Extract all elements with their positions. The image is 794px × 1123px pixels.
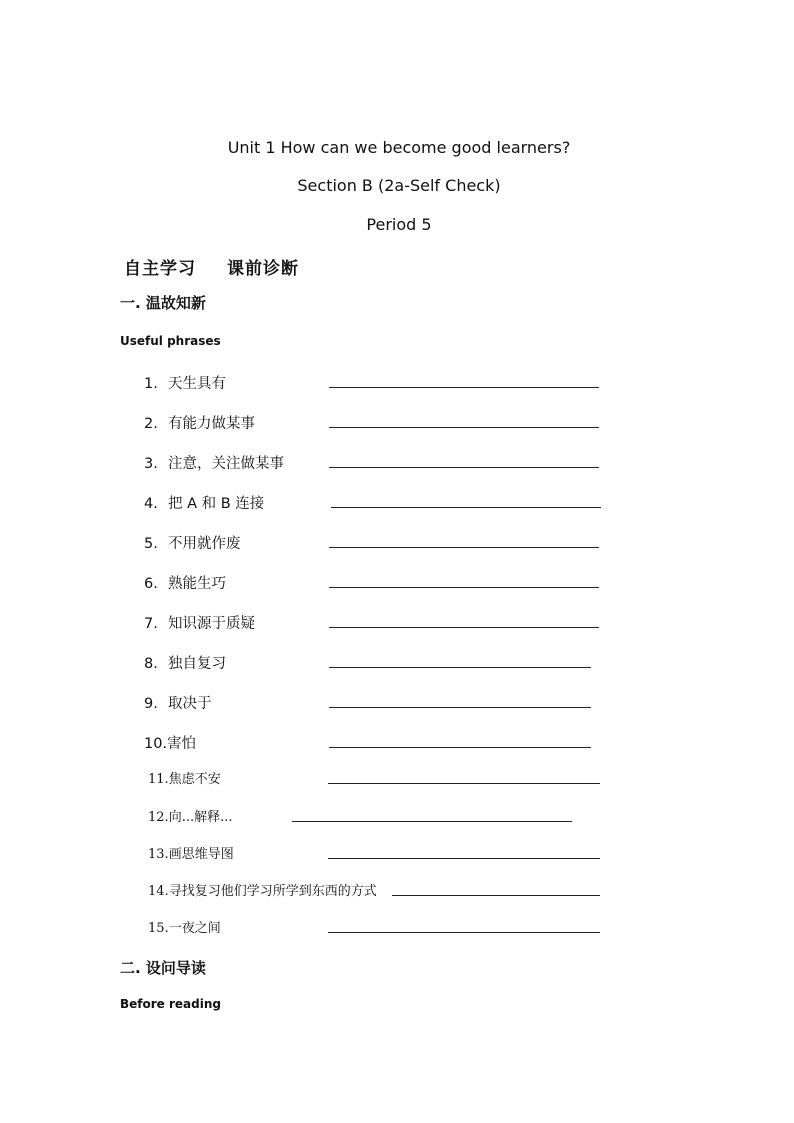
item-text: 画思维导图 xyxy=(168,847,234,862)
item-text: 一夜之间 xyxy=(168,921,221,936)
list-item xyxy=(148,843,234,862)
list-item xyxy=(144,492,264,513)
list-item xyxy=(144,572,226,593)
item-number: 8. xyxy=(144,656,158,672)
unit-title: Unit 1 How can we become good learners? xyxy=(227,138,571,157)
item-number: 1. xyxy=(144,376,158,392)
part-heading-left: 自主学习 xyxy=(124,259,196,279)
answer-blank[interactable] xyxy=(328,783,600,784)
item-number: 3. xyxy=(144,456,158,472)
list-item xyxy=(144,612,255,633)
item-number: 5. xyxy=(144,536,158,552)
item-text: 害怕 xyxy=(167,736,197,752)
answer-blank[interactable] xyxy=(329,547,599,548)
answer-blank[interactable] xyxy=(328,858,600,859)
item-text: 焦虑不安 xyxy=(168,772,221,787)
item-text: 知识源于质疑 xyxy=(168,616,255,632)
item-text: 把 A 和 B 连接 xyxy=(168,496,265,512)
item-text: 注意，关注做某事 xyxy=(168,456,284,472)
list-item xyxy=(144,372,226,393)
item-text: 独自复习 xyxy=(168,656,226,672)
section-title: Section B (2a-Self Check) xyxy=(297,176,501,195)
list-item xyxy=(144,452,284,473)
list-item xyxy=(144,692,212,713)
item-text: 向...解释... xyxy=(168,810,233,825)
list-item xyxy=(144,532,241,553)
section2-subheading: Before reading xyxy=(120,997,221,1011)
item-number: 15. xyxy=(148,921,169,936)
answer-blank[interactable] xyxy=(329,387,599,388)
answer-blank[interactable] xyxy=(292,821,572,822)
item-number: 9. xyxy=(144,696,158,712)
answer-blank[interactable] xyxy=(331,507,601,508)
item-number: 11. xyxy=(148,772,169,787)
list-item xyxy=(144,412,255,433)
item-text: 寻找复习他们学习所学到东西的方式 xyxy=(168,884,377,899)
item-number: 14. xyxy=(148,884,169,899)
item-number: 7. xyxy=(144,616,158,632)
item-number: 10. xyxy=(144,736,168,752)
item-text: 取决于 xyxy=(168,696,212,712)
item-text: 熟能生巧 xyxy=(168,576,226,592)
answer-blank[interactable] xyxy=(329,427,599,428)
answer-blank[interactable] xyxy=(329,587,599,588)
list-item xyxy=(144,652,226,673)
part-heading-right: 课前诊断 xyxy=(227,259,299,279)
item-text: 不用就作废 xyxy=(168,536,241,552)
section2-heading: 二. 设问导读 xyxy=(120,959,206,977)
section1-heading: 一. 温故知新 xyxy=(120,294,206,312)
list-item xyxy=(148,917,221,936)
item-number: 13. xyxy=(148,847,169,862)
answer-blank[interactable] xyxy=(329,627,599,628)
answer-blank[interactable] xyxy=(328,932,600,933)
period-title: Period 5 xyxy=(366,215,432,234)
answer-blank[interactable] xyxy=(392,895,600,896)
answer-blank[interactable] xyxy=(329,747,591,748)
item-number: 12. xyxy=(148,810,169,825)
item-text: 天生具有 xyxy=(168,376,226,392)
list-item xyxy=(148,806,232,825)
answer-blank[interactable] xyxy=(329,467,599,468)
answer-blank[interactable] xyxy=(329,707,591,708)
item-number: 6. xyxy=(144,576,158,592)
item-number: 4. xyxy=(144,496,158,512)
answer-blank[interactable] xyxy=(329,667,591,668)
list-item xyxy=(148,768,221,787)
list-item xyxy=(144,732,196,753)
section1-subheading: Useful phrases xyxy=(120,334,221,348)
list-item xyxy=(148,880,377,899)
item-number: 2. xyxy=(144,416,158,432)
item-text: 有能力做某事 xyxy=(168,416,255,432)
